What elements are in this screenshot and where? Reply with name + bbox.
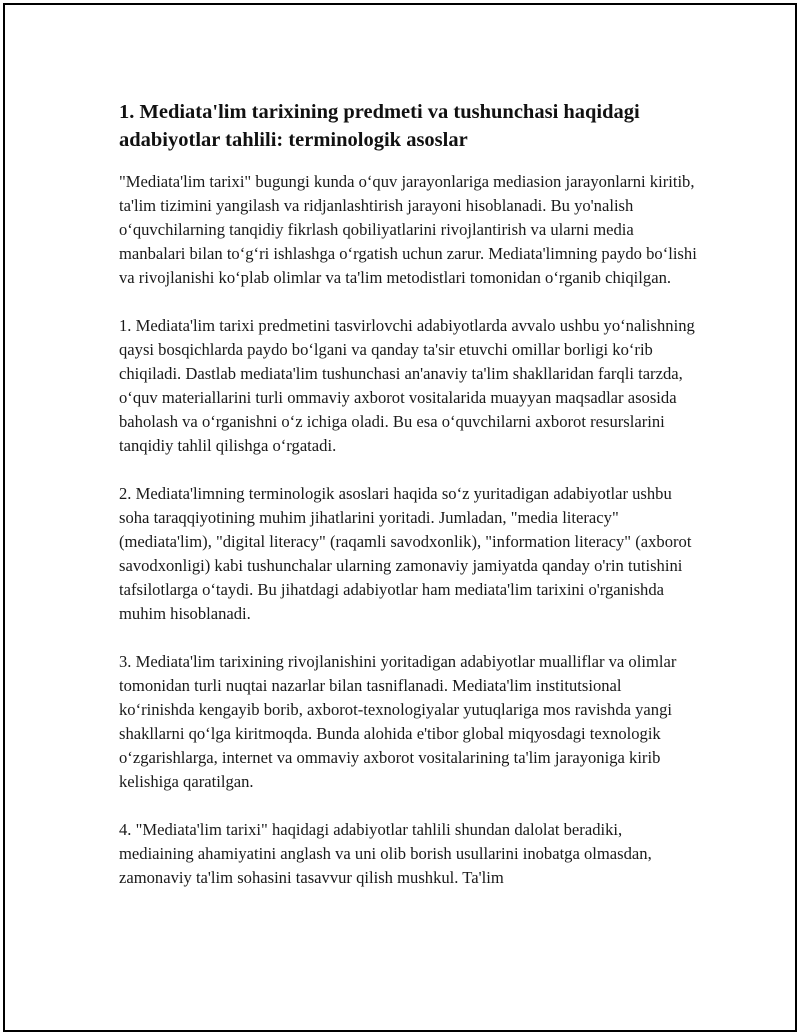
paragraph-2: 2. Mediata'limning terminologik asoslari haqida soʻz yuritadigan adabiyotlar ushbu soha taraqqiyotining muhim jihatlarini yoritadi. Jumladan, "media literacy" (mediata'lim), "digital literacy" (raqamli savodxonlik), "information literacy" (axborot savodxonligi) kabi tushunchalar ularning zamonaviy jamiyatda qanday o'rin tutishini tafsilotlarga oʻtaydi. Bu jihatdagi adabiyotlar ham mediata'lim tarixini o'rganishda muhim hisoblanadi. (119, 484, 692, 623)
page-frame (3, 3, 797, 1032)
section-heading: 1. Mediata'lim tarixining predmeti va tushunchasi haqidagi adabiyotlar tahlili: terminologik asoslar (119, 101, 640, 151)
intro-paragraph: "Mediata'lim tarixi" bugungi kunda oʻquv jarayonlariga mediasion jarayonlarni kiritib, ta'lim tizimini yangilash va ridjanlashtirish jarayoni hisoblanadi. Bu yo'nalish oʻquvchilarning tanqidiy fikrlash qobiliyatlarini rivojlantirish va ularni media manbalari bilan toʻgʻri ishlashga oʻrgatish uchun zarur. Mediata'limning paydo boʻlishi va rivojlanishi koʻplab olimlar va ta'lim metodistlari tomonidan oʻrganib chiqilgan. (119, 172, 697, 287)
paragraph-1: 1. Mediata'lim tarixi predmetini tasvirlovchi adabiyotlarda avvalo ushbu yoʻnalishning qaysi bosqichlarda paydo boʻlgani va qanday ta'sir etuvchi omillar borligi koʻrib chiqiladi. Dastlab mediata'lim tushunchasi an'anaviy ta'lim shakllaridan farqli tarzda, oʻquv materiallarini turli ommaviy axborot vositalarida muayyan maqsadlar asosida baholash va oʻrganishni oʻz ichiga oladi. Bu esa oʻquvchilarni axborot resurslarini tanqidiy tahlil qilishga oʻrgatadi. (119, 316, 695, 455)
document-body (119, 98, 699, 890)
paragraph-4: 4. "Mediata'lim tarixi" haqidagi adabiyotlar tahlili shundan dalolat beradiki, mediaining ahamiyatini anglash va uni olib borish usullarini inobatga olmasdan, zamonaviy ta'lim sohasini tasavvur qilish mushkul. Ta'lim (119, 820, 652, 887)
paragraph-3: 3. Mediata'lim tarixining rivojlanishini yoritadigan adabiyotlar mualliflar va olimlar tomonidan turli nuqtai nazarlar bilan tasniflanadi. Mediata'lim institutsional koʻrinishda kengayib borib, axborot-texnologiyalar yutuqlariga mos ravishda yangi shakllarni qoʻlga kiritmoqda. Bunda alohida e'tibor global miqyosdagi texnologik oʻzgarishlarga, internet va ommaviy axborot vositalarining ta'lim jarayoniga kirib kelishiga qaratilgan. (119, 652, 677, 791)
